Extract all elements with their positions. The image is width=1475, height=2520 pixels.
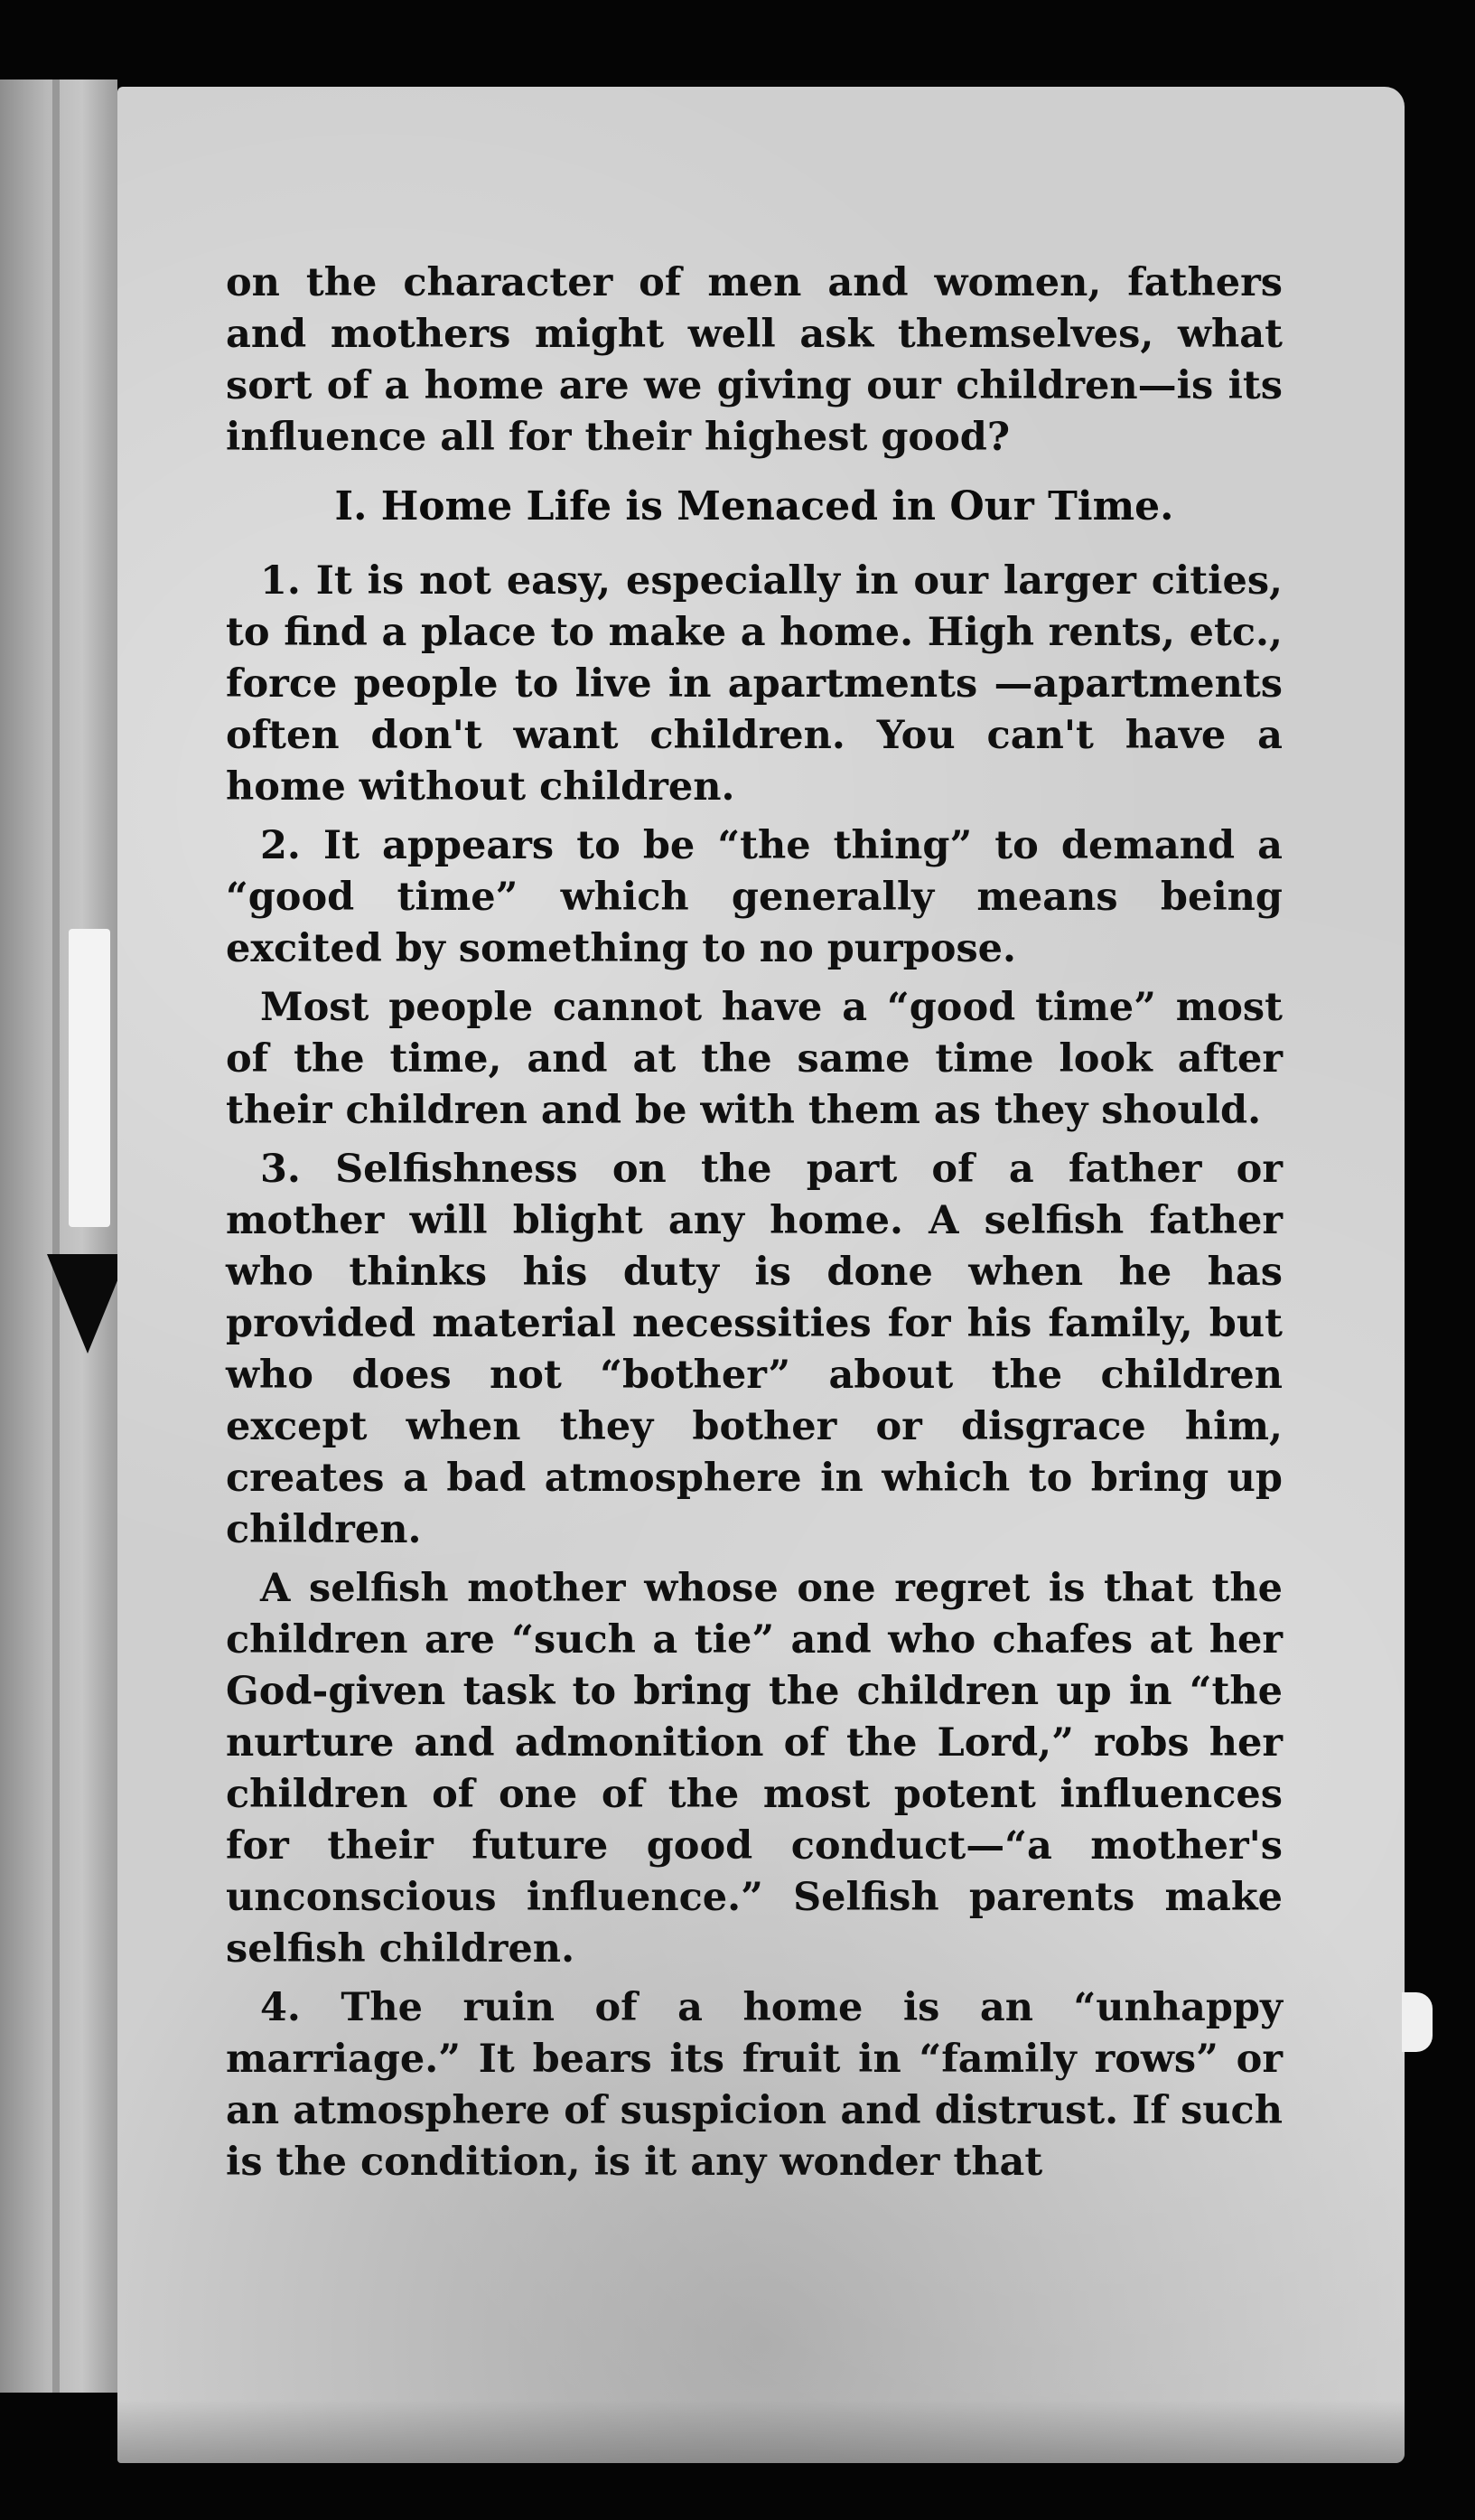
paragraph-selfish-mother: A selfish mother whose one regret is that the children are “such a tie” and who chafes at her God-given task to bring the children up in “the nurture and admonition of the Lord,” robs her children of one of the most potent influences for their future good conduct—“a mother's unconscious influence.” Selfish parents make selfish children. xyxy=(226,1566,1283,1972)
paragraph-point-2: 2. It appears to be “the thing” to demand a “good time” which generally means being excited by something to no purpose. xyxy=(226,823,1283,971)
page-gutter xyxy=(52,80,60,2393)
page-bottom-shadow xyxy=(117,2400,1405,2463)
book-spine-strip xyxy=(0,80,117,2393)
page-edge-notch xyxy=(47,1254,128,1354)
page-edge-tab xyxy=(69,929,110,1227)
page-edge-tab-right xyxy=(1402,1992,1433,2052)
paragraph-point-1: 1. It is not easy, especially in our larger cities, to find a place to make a home. High rents, etc., force people to live in apartments —apartments often don't want children. You can't have a home without children. xyxy=(226,558,1283,810)
opening-paragraph: on the character of men and women, fathers and mothers might well ask themselves, what sort of a home are we giving our children—is its influence all for their highest good? xyxy=(226,260,1283,460)
paragraph-point-4: 4. The ruin of a home is an “unhappy marriage.” It bears its fruit in “family rows” or an atmosphere of suspicion and distrust. If such is the condition, is it any wonder that xyxy=(226,1985,1283,2185)
page-text xyxy=(226,258,1283,2196)
section-heading: I. Home Life is Menaced in Our Time. xyxy=(334,483,1174,529)
paragraph-point-3: 3. Selfishness on the part of a father or mother will blight any home. A selfish father who thinks his duty is done when he has provided material necessities for his family, but who does not “bother” about the children except when they bother or disgrace him, creates a bad atmosphere in which to bring up children. xyxy=(226,1147,1283,1552)
paragraph-good-time: Most people cannot have a “good time” most of the time, and at the same time look after their children and be with them as they should. xyxy=(226,985,1283,1133)
